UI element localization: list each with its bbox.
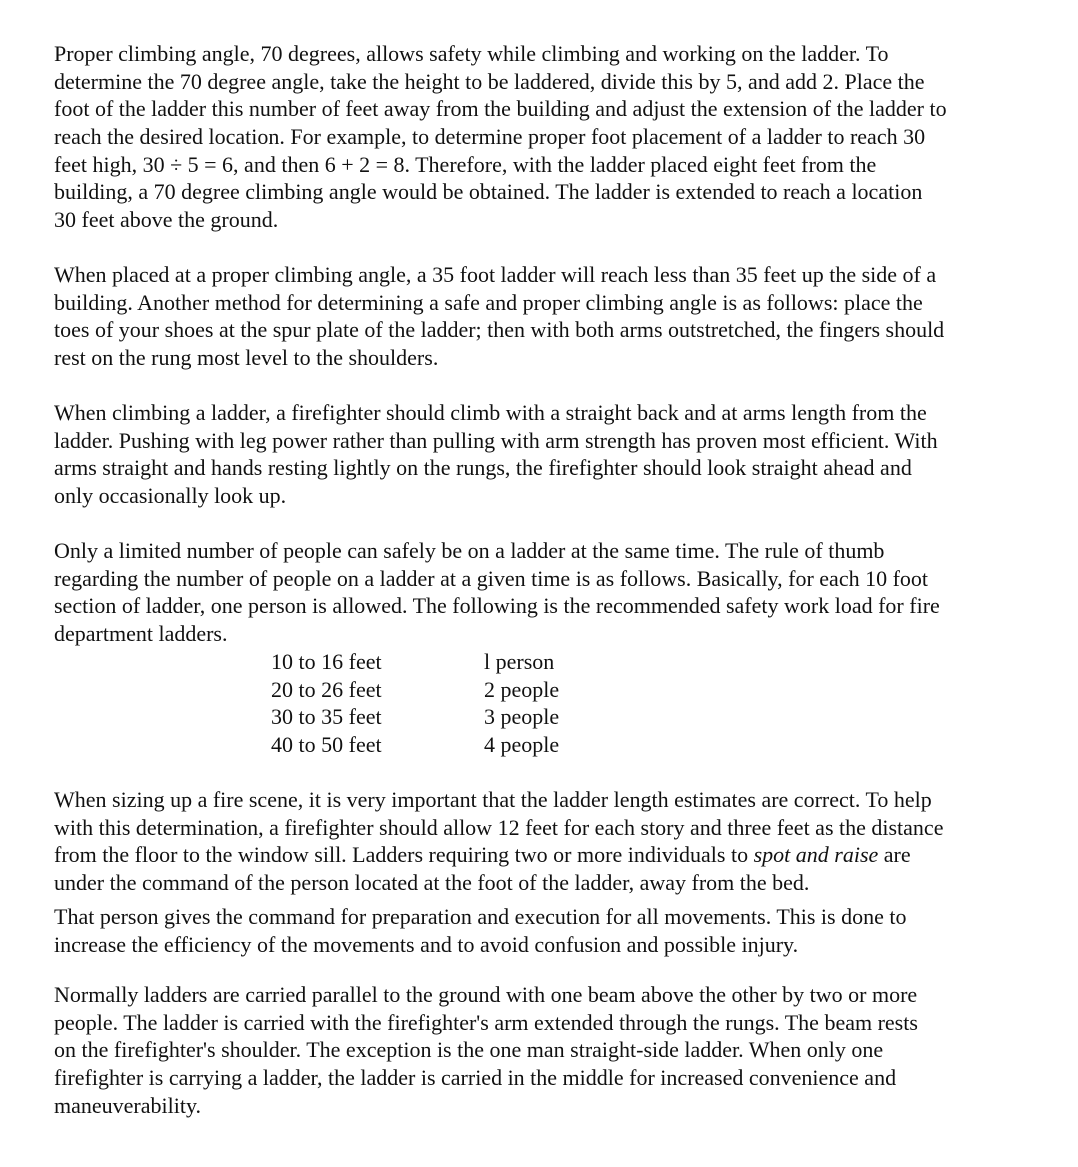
text-line: building, a 70 degree climbing angle would be obtained. The ladder is extended to reach a location	[54, 179, 923, 205]
ladder-length: 10 to 16 feet	[271, 649, 382, 674]
text-line: When sizing up a fire scene, it is very important that the ladder length estimates are correct. To help	[54, 787, 932, 812]
text-line: people. The ladder is carried with the firefighter's arm extended through the rungs. The beam rests	[54, 1009, 918, 1035]
text-line: feet high, 30 ÷ 5 = 6, and then 6 + 2 = 8. Therefore, with the ladder placed eight feet from the	[54, 151, 877, 177]
text-line: Normally ladders are carried parallel to the ground with one beam above the other by two or more	[54, 982, 918, 1007]
text-line: That person gives the command for preparation and execution for all movements. This is done to	[54, 904, 907, 929]
text-line	[54, 841, 943, 869]
text-line: with this determination, a firefighter should allow 12 feet for each story and three feet as the distance	[54, 814, 944, 840]
text-line: under the command of the person located at the foot of the ladder, away from the bed.	[54, 870, 810, 896]
text-line: When placed at a proper climbing angle, a 35 foot ladder will reach less than 35 feet up the side of a	[54, 262, 937, 287]
text-line: When climbing a ladder, a firefighter should climb with a straight back and at arms length from the	[54, 400, 927, 425]
text-line: rest on the rung most level to the shoulders.	[54, 345, 439, 371]
people-allowed: l person	[484, 649, 555, 674]
text-line: toes of your shoes at the spur plate of the ladder; then with both arms outstretched, the fingers should	[54, 317, 945, 343]
text-line: department ladders.	[54, 621, 228, 647]
paragraph-load-limits	[54, 537, 940, 648]
text-line: ladder. Pushing with leg power rather than pulling with arm strength has proven most efficient. With	[54, 427, 938, 453]
text-line: only occasionally look up.	[54, 483, 287, 509]
text-line: firefighter is carrying a ladder, the ladder is carried in the middle for increased convenience and	[54, 1065, 897, 1091]
text-line: Proper climbing angle, 70 degrees, allows safety while climbing and working on the ladder. To	[54, 41, 889, 66]
ladder-length: 20 to 26 feet	[271, 676, 382, 702]
safety-load-table	[271, 648, 671, 759]
table-row	[271, 731, 671, 759]
paragraph-climbing-angle	[54, 40, 947, 234]
text-segment: are	[878, 842, 911, 868]
text-line: increase the efficiency of the movements and to avoid confusion and possible injury.	[54, 931, 799, 957]
text-line: on the firefighter's shoulder. The exception is the one man straight-side ladder. When only one	[54, 1037, 884, 1063]
people-allowed: 2 people	[484, 676, 560, 702]
people-allowed: 4 people	[484, 732, 560, 758]
text-line: regarding the number of people on a ladder at a given time is as follows. Basically, for each 10 foot	[54, 565, 929, 591]
paragraph-size-up	[54, 786, 943, 897]
text-line: 30 feet above the ground.	[54, 207, 279, 233]
text-line: Only a limited number of people can safely be on a ladder at the same time. The rule of thumb	[54, 538, 885, 563]
text-line: maneuverability.	[54, 1092, 202, 1118]
text-line: foot of the ladder this number of feet away from the building and adjust the extension of the ladder to	[54, 96, 947, 122]
text-segment: from the floor to the window sill. Ladders requiring two or more individuals to	[54, 842, 754, 868]
paragraph-climbing-technique	[54, 399, 938, 510]
paragraph-command	[54, 903, 906, 958]
italic-term: spot and raise	[753, 842, 879, 868]
people-allowed: 3 people	[484, 704, 560, 730]
paragraph-ladder-reach	[54, 261, 944, 372]
table-row	[271, 676, 671, 704]
paragraph-carrying	[54, 981, 918, 1119]
table-row	[271, 703, 671, 731]
text-line: determine the 70 degree angle, take the height to be laddered, divide this by 5, and add 2. Place the	[54, 68, 925, 94]
table-row	[271, 648, 671, 676]
text-line: building. Another method for determining a safe and proper climbing angle is as follows: place the	[54, 289, 923, 315]
text-line: reach the desired location. For example, to determine proper foot placement of a ladder to reach 30	[54, 124, 926, 150]
text-line: arms straight and hands resting lightly on the rungs, the firefighter should look straight ahead and	[54, 455, 912, 481]
text-line: section of ladder, one person is allowed. The following is the recommended safety work load for fire	[54, 593, 940, 619]
ladder-length: 30 to 35 feet	[271, 704, 382, 730]
ladder-length: 40 to 50 feet	[271, 732, 382, 758]
